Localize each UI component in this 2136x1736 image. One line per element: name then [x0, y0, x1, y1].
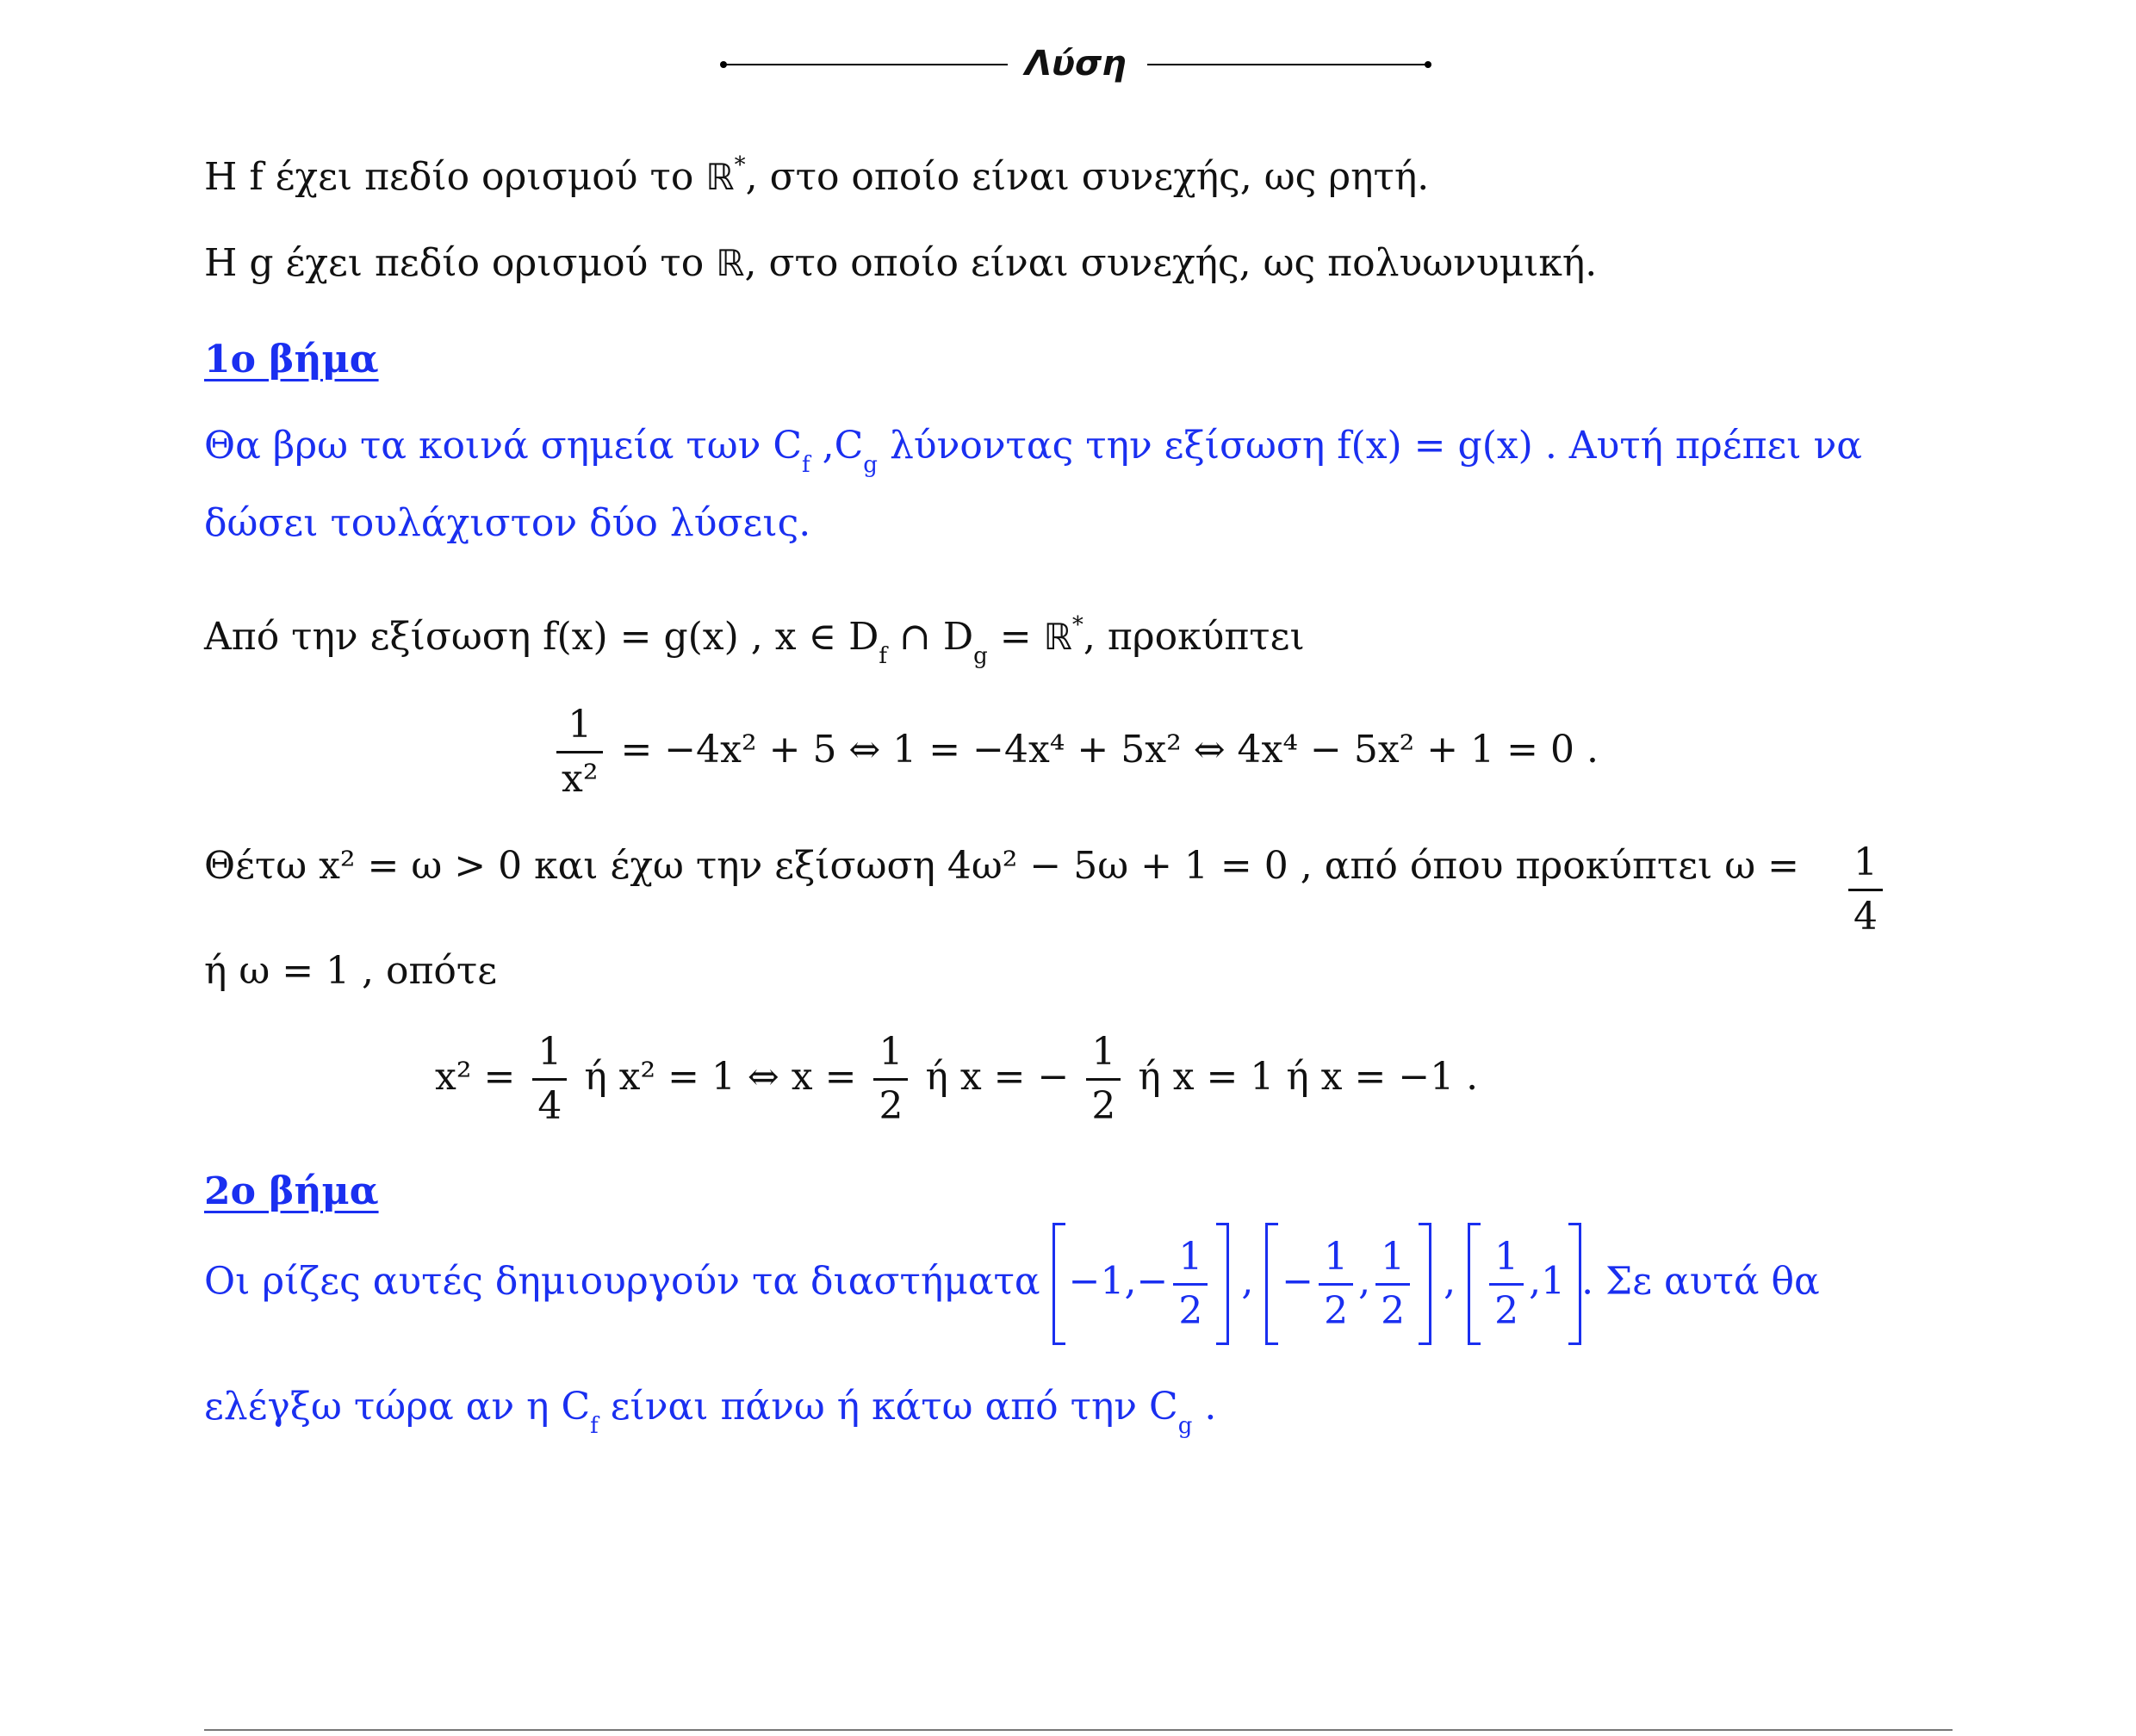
fraction-1-2 [1319, 1231, 1353, 1337]
fraction-1-2 [873, 1026, 908, 1132]
step-1-heading: 1ο βήμα [204, 338, 379, 381]
equation-1 [551, 699, 1599, 805]
text-segment: είναι πάνω ή κάτω από την C [598, 1385, 1178, 1429]
text-segment: ελέγξω τώρα αν η C [204, 1385, 591, 1429]
numerator: 1 [537, 1030, 562, 1074]
fraction-1-2 [1375, 1231, 1410, 1337]
denominator: 2 [1091, 1084, 1116, 1128]
text-segment: ∩ D [887, 615, 974, 659]
numerator: 1 [1381, 1234, 1406, 1279]
numerator: 1 [1853, 840, 1878, 884]
numerator: 1 [1324, 1234, 1349, 1279]
text-segment: Θα βρω τα κοινά σημεία των C [204, 424, 803, 468]
subscript-g: g [973, 643, 988, 669]
step-1-line-2: δώσει τουλάχιστον δύο λύσεις. [204, 501, 811, 545]
subscript-g: g [863, 452, 878, 478]
text-segment: x² = [435, 1055, 516, 1099]
text-segment: , προκύπτει [1083, 615, 1305, 659]
right-bracket [1216, 1223, 1229, 1345]
text-segment: ,1 [1529, 1259, 1566, 1304]
paragraph-g-domain [204, 238, 1597, 289]
denominator: 2 [1324, 1288, 1349, 1333]
right-bracket [1419, 1223, 1431, 1345]
text-segment: = [987, 615, 1044, 659]
numerator: 1 [1178, 1234, 1203, 1279]
text-segment: , [1431, 1259, 1468, 1304]
footer-rule [204, 1729, 1953, 1731]
denominator: 2 [879, 1084, 903, 1128]
numerator: 1 [879, 1030, 903, 1074]
text-segment: , [1229, 1259, 1266, 1304]
reals-symbol: ℝ [716, 242, 745, 284]
reals-symbol: ℝ [705, 156, 735, 198]
fraction-1-over-x2 [556, 699, 603, 805]
text-segment: −1,− [1068, 1259, 1169, 1304]
numerator: 1 [1091, 1030, 1116, 1074]
denominator: 2 [1494, 1288, 1519, 1333]
fraction-1-2 [1173, 1231, 1208, 1337]
equation-2 [435, 1026, 1478, 1132]
heading-right-dot [1425, 61, 1431, 68]
fraction-1-2 [1086, 1026, 1121, 1132]
step-2-line-1 [204, 1223, 1820, 1345]
denominator: 4 [537, 1084, 562, 1128]
left-bracket [1468, 1223, 1481, 1345]
heading-right-rule [1147, 64, 1428, 65]
fraction-one-quarter [1843, 837, 1888, 943]
text-segment: , στο οποίο είναι συνεχής, ως ρητή. [745, 155, 1430, 199]
reals-symbol: ℝ [1043, 616, 1072, 658]
text-segment: − [1282, 1259, 1314, 1304]
text-segment: ή x = 1 ή x = −1 . [1138, 1055, 1479, 1099]
text-segment: Από την εξίσωση f(x) = g(x) , x ∈ D [204, 615, 879, 659]
denominator: 4 [1853, 895, 1878, 939]
heading-left-rule [723, 64, 1008, 65]
text-segment: ή x = − [925, 1055, 1070, 1099]
step-2-line-2 [204, 1381, 1217, 1439]
left-bracket [1265, 1223, 1278, 1345]
heading-title: Λύση [1025, 44, 1127, 84]
equation-1-rest: = −4x² + 5 ⇔ 1 = −4x⁴ + 5x² ⇔ 4x⁴ − 5x² + 1 = 0 . [608, 728, 1599, 772]
text-segment: Η f έχει πεδίο ορισμού το [204, 155, 706, 199]
denominator: 2 [1178, 1288, 1203, 1333]
fraction-1-2 [1489, 1231, 1524, 1337]
paragraph-substitution-line-2: ή ω = 1 , οπότε [204, 949, 498, 993]
star-superscript: * [1071, 612, 1084, 638]
denominator: 2 [1381, 1288, 1406, 1333]
text-segment: , στο οποίο είναι συνεχής, ως πολυωνυμική. [744, 241, 1598, 285]
text-segment: Οι ρίζες αυτές δημιουργούν τα διαστήματα [204, 1259, 1040, 1304]
subscript-f: f [802, 452, 810, 478]
text-segment: , [1358, 1259, 1371, 1304]
paragraph-f-domain [204, 152, 1429, 203]
right-bracket [1568, 1223, 1581, 1345]
text-segment: λύνοντας την εξίσωση f(x) = g(x) . Αυτή πρέπει να [877, 424, 1863, 468]
text-segment: Η g έχει πεδίο ορισμού το [204, 241, 717, 285]
text-segment: Θέτω x² = ω > 0 και έχω την εξίσωση 4ω² − 5ω + 1 = 0 , από όπου προκύπτει ω = [204, 844, 1799, 888]
denominator: x² [562, 757, 599, 801]
numerator: 1 [568, 703, 593, 747]
paragraph-equation-intro [204, 611, 1305, 669]
text-segment: ή x² = 1 ⇔ x = [584, 1055, 857, 1099]
subscript-g: g [1177, 1413, 1193, 1439]
left-bracket [1052, 1223, 1065, 1345]
numerator: 1 [1494, 1234, 1519, 1279]
paragraph-substitution [204, 840, 1799, 892]
text-segment: ,C [810, 424, 864, 468]
fraction-1-4 [532, 1026, 567, 1132]
step-2-heading: 2ο βήμα [204, 1169, 379, 1213]
subscript-f: f [590, 1413, 599, 1439]
step-1-line-1 [204, 420, 1863, 478]
text-segment: . Σε αυτά θα [1581, 1259, 1820, 1304]
subscript-f: f [879, 643, 887, 669]
text-segment: . [1192, 1385, 1217, 1429]
star-superscript: * [734, 152, 746, 178]
